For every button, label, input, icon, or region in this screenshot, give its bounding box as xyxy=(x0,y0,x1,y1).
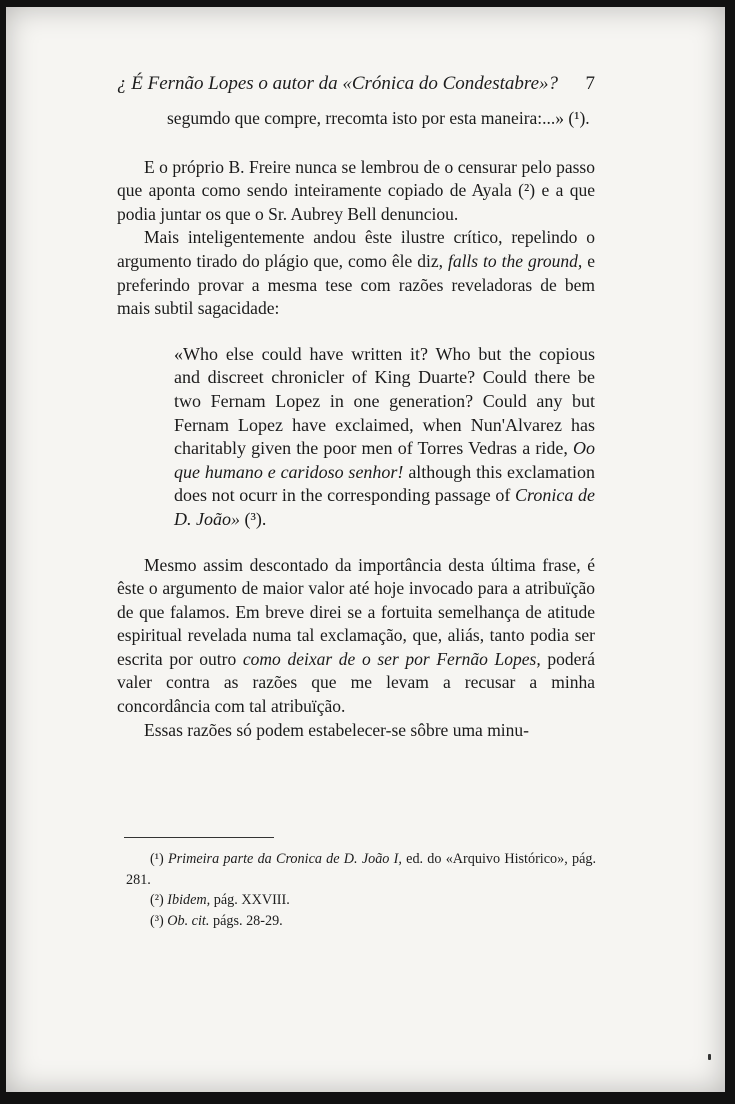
footnote: (²) Ibidem, pág. XXVIII. xyxy=(150,892,290,908)
paragraph: Mesmo assim descontado da importância desta última frase, é êste o argumento de maior valor até hoje invocado para a atribuïção de que falamos. Em breve direi se a fortuita semelhança de atitude espiritual revelada numa tal exclamação, que, aliás, tanto podia ser escrita por outro como deixar de o ser por Fernão Lopes, poderá valer contra as razões que me levam a recusar a minha concordância com tal atribuïção. xyxy=(117,554,596,717)
running-header xyxy=(117,73,595,95)
body-text xyxy=(117,107,595,742)
block-quote: «Who else could have written it? Who but the copious and discreet chronicler of King Duarte? Could there be two Fernam Lopez in one generation? Could any but Fernam Lopez have exclaimed, when Nun'Alvarez has charitably given the poor men of Torres Vedras a ride, Oo que humano e caridoso senhor! although this exclamation does not ocurr in the corresponding passage of Cronica de D. João» (³). xyxy=(174,343,595,529)
footnote: (³) Ob. cit. págs. 28-29. xyxy=(150,912,283,929)
footnote: (¹) Primeira parte da Cronica de D. João I, ed. do «Arquivo Histórico», pág. 281. xyxy=(126,851,597,888)
running-title: ¿ É Fernão Lopes o autor da «Crónica do Condestabre»? xyxy=(117,73,559,94)
page-number: 7 xyxy=(585,73,595,94)
footnotes xyxy=(126,849,596,931)
footnote-divider xyxy=(124,837,274,838)
paragraph: E o próprio B. Freire nunca se lembrou de o censurar pelo passo que aponta como sendo inteiramente copiado de Ayala (²) e a que podia juntar os que o Sr. Aubrey Bell denunciou. xyxy=(117,156,595,224)
paragraph: Mais inteligentemente andou êste ilustre crítico, repelindo o argumento tirado do plágio que, como êle diz, falls to the ground, e preferindo provar a mesma tese com razões reveladoras de bem mais subtil sagacidade: xyxy=(117,227,596,319)
paragraph-continuation: segumdo que compre, rrecomta isto por esta maneira:...» (¹). xyxy=(167,108,590,128)
book-page xyxy=(6,7,725,1092)
ink-speck xyxy=(708,1054,711,1060)
paragraph: Essas razões só podem estabelecer-se sôbre uma minu- xyxy=(144,719,529,740)
